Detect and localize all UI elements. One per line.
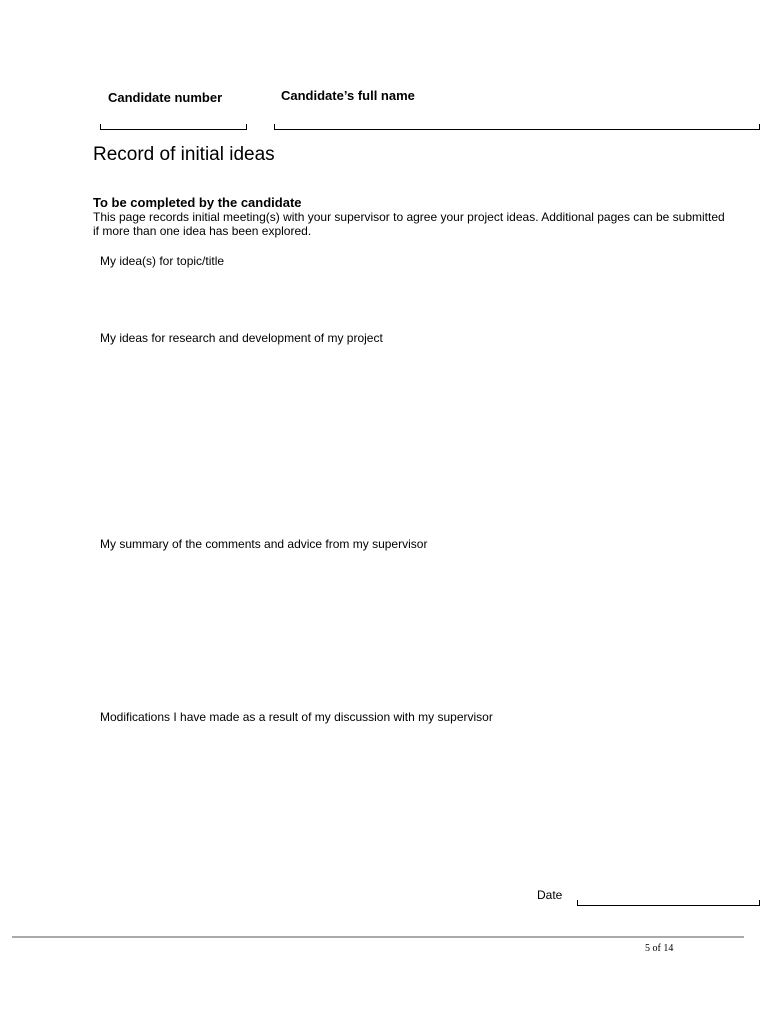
candidate-number-field[interactable] <box>100 124 247 130</box>
candidate-name-label: Candidate’s full name <box>281 88 415 103</box>
page-title: Record of initial ideas <box>93 144 275 165</box>
research-development-label: My ideas for research and development of my project <box>100 331 383 345</box>
research-development-area[interactable] <box>93 348 753 533</box>
modifications-area[interactable] <box>93 727 753 877</box>
intro-paragraph: This page records initial meeting(s) with your supervisor to agree your project ideas. Additional pages can be submitted if more than one idea has been explored. <box>93 210 725 238</box>
page-number: 5 of 14 <box>645 943 674 954</box>
date-field[interactable] <box>577 900 760 906</box>
supervisor-comments-area[interactable] <box>93 554 753 704</box>
footer-divider <box>12 936 744 938</box>
section-subheading: To be completed by the candidate <box>93 195 302 210</box>
modifications-label: Modifications I have made as a result of my discussion with my supervisor <box>100 710 493 724</box>
candidate-name-field[interactable] <box>274 124 760 130</box>
supervisor-comments-label: My summary of the comments and advice from my supervisor <box>100 537 428 551</box>
date-label: Date <box>537 888 563 902</box>
candidate-number-label: Candidate number <box>108 90 223 105</box>
topic-title-label: My idea(s) for topic/title <box>100 254 225 268</box>
topic-title-area[interactable] <box>93 270 753 325</box>
